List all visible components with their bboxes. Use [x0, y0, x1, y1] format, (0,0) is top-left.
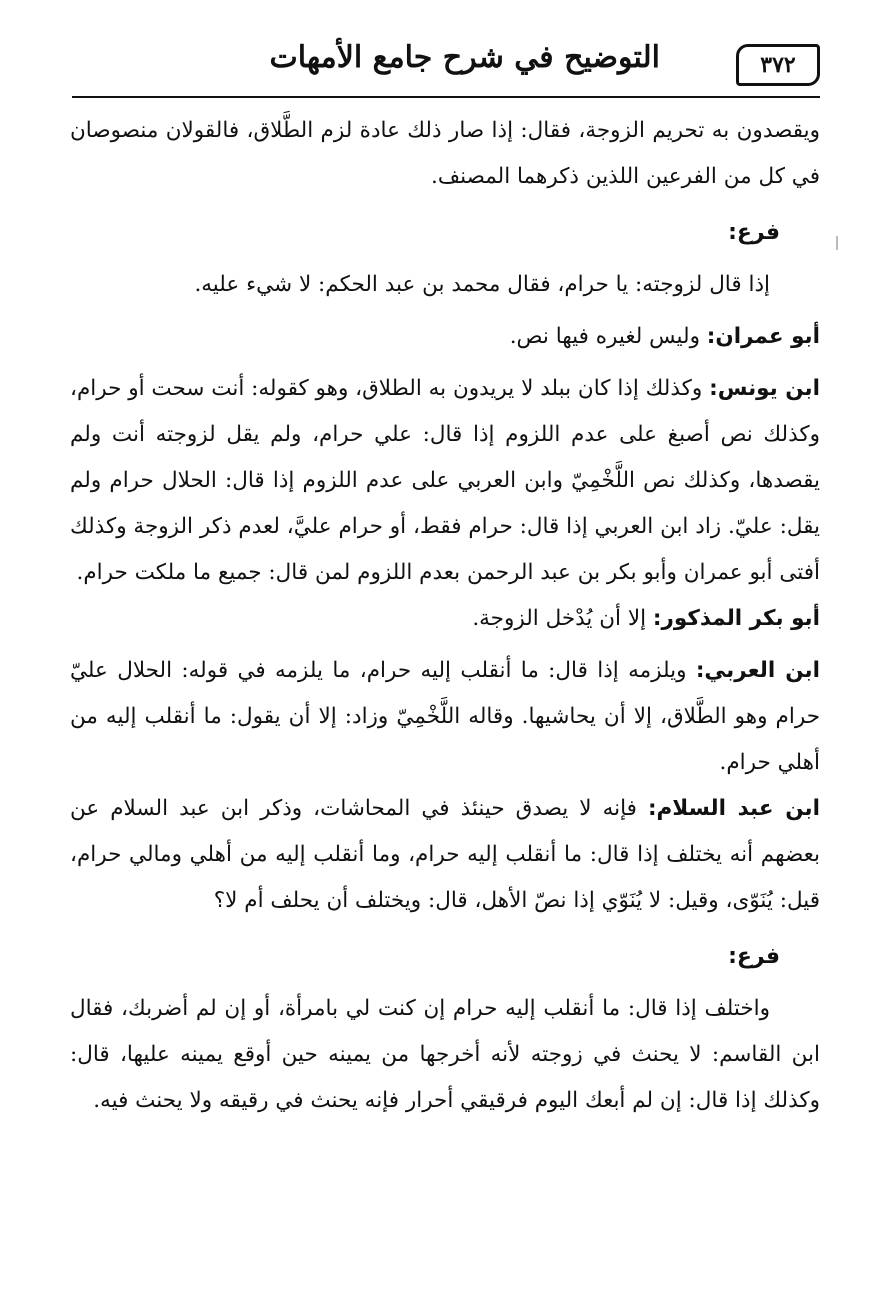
paragraph-1: ويقصدون به تحريم الزوجة، فقال: إذا صار ذلك عادة لزم الطَّلاق، فالقولان منصوصان في كل من الفرعين اللذين ذكرهما المصنف. — [70, 118, 820, 189]
paragraph-6-text: ويلزمه إذا قال: ما أنقلب إليه حرام، ما يلزمه في قوله: الحلال عليّ حرام وهو الطَّلاق، إلا أن يحاشيها. وقاله اللَّخْمِيّ وزاد: إلا أن يقول: ما أنقلب إليه من أهلي حرام. — [70, 658, 820, 775]
paragraph-2: إذا قال لزوجته: يا حرام، فقال محمد بن عبد الحكم: لا شيء عليه. — [194, 272, 770, 297]
paragraph-5 — [70, 596, 820, 642]
page-number: ٣٧٢ — [760, 52, 796, 78]
paragraph-3 — [70, 314, 820, 360]
paragraph-5-text: إلا أن يُدْخل الزوجة. — [472, 606, 653, 631]
paragraph-8: واختلف إذا قال: ما أنقلب إليه حرام إن كنت لي بامرأة، أو إن لم أضربك، فقال ابن القاسم: لا يحنث في زوجته لأنه أخرجها من يمينه حين أوقع يمينه عليها، قال: وكذلك إذا قال: إن لم أبعك اليوم فرقيقي أحرار فإنه يحنث في رقيقه ولا يحنث فيه. — [70, 996, 820, 1113]
page-header — [72, 34, 820, 100]
section-heading-far-1: فرع: — [728, 220, 780, 245]
paragraph-7-text: فإنه لا يصدق حينئذ في المحاشات، وذكر ابن عبد السلام عن بعضهم أنه يختلف إذا قال: ما أنقلب إليه حرام، وما أنقلب إليه من أهلي ومالي حرام، قيل: يُنَوّى، وقيل: لا يُنَوّي إذا نصّ الأهل، قال: ويختلف أن يحلف أم لا؟ — [70, 796, 820, 913]
margin-mark — [836, 236, 838, 250]
speaker-abu-imran: أبو عمران: — [706, 324, 820, 349]
page-number-frame — [736, 44, 820, 86]
header-divider — [72, 96, 820, 98]
paragraph-6 — [70, 648, 820, 786]
paragraph-4 — [70, 366, 820, 596]
main-text — [70, 108, 820, 1124]
speaker-ibn-yunus: ابن يونس: — [709, 376, 820, 401]
speaker-abu-bakr: أبو بكر المذكور: — [652, 606, 820, 631]
paragraph-3-text: وليس لغيره فيها نص. — [509, 324, 707, 349]
paragraph-4-text: وكذلك إذا كان ببلد لا يريدون به الطلاق، وهو كقوله: أنت سحت أو حرام، وكذلك نص أصبغ على عدم اللزوم إذا قال: علي حرام، ولم يقل لزوجته أنت ولم يقصدها، وكذلك نص اللَّخْمِيّ وابن العربي على عدم اللزوم إذا قال: الحلال حرام ولم يقل: عليّ. زاد ابن العربي إذا قال: حرام فقط، أو حرام عليَّ، لعدم ذكر الزوجة وكذلك أفتى أبو عمران وأبو بكر بن عبد الرحمن بعدم اللزوم لمن قال: جميع ما ملكت حرام. — [70, 376, 820, 585]
running-title: التوضيح في شرح جامع الأمهات — [269, 40, 660, 75]
speaker-ibn-abd-al-salam: ابن عبد السلام: — [647, 796, 820, 821]
speaker-ibn-al-arabi: ابن العربي: — [695, 658, 820, 683]
section-heading-far-2: فرع: — [728, 944, 780, 969]
paragraph-7 — [70, 786, 820, 924]
